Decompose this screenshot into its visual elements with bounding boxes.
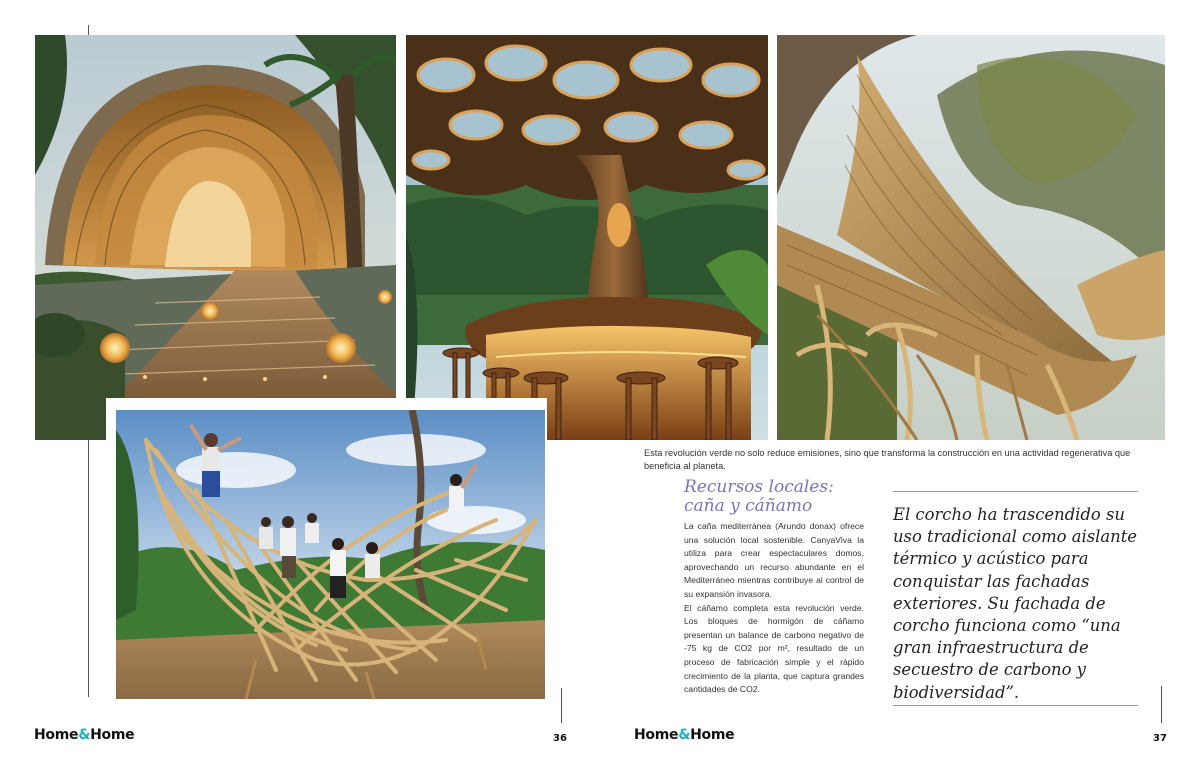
body-text-column [684,520,864,697]
brand-ampersand: & [78,727,91,743]
brand-word: Home [90,727,135,743]
bamboo-boat-sculpture-photo [106,398,547,711]
section-subhead: Recursos locales: caña y cáñamo [684,477,834,516]
body-paragraph: La caña mediterránea (Arundo donax) ofrece una solución local sostenible. CanyaViva la utiliza para crear espectaculares domos, aprovechando un recurso abundante en el Mediterráneo mientras contribuye al control de su expansión invasora. [684,521,864,599]
brand-word: Home [34,727,79,743]
brand-word: Home [690,727,735,743]
bamboo-roof-structure-photo [777,35,1165,440]
bamboo-dome-walkway-photo [35,35,396,440]
quote-top-rule [893,491,1138,492]
brand-ampersand: & [678,727,691,743]
tree-bar-canopy-photo [406,35,768,440]
right-footer-rule [1161,686,1162,723]
bamboo-boat-sculpture-image [116,410,545,699]
pull-quote: El corcho ha trascendido su uso tradicional como aislante térmico y acústico para conquistar las fachadas exteriores. Su fachada de corcho funciona como “una gran infraestructura de secuestro de carbono y biodiversidad”. [893,505,1137,702]
quote-bottom-rule [893,705,1138,706]
page-number-right: 37 [1153,733,1167,744]
brand-word: Home [634,727,679,743]
page-number-left: 36 [553,733,567,744]
brand-logo-left [34,727,134,743]
photo-caption: Esta revolución verde no solo reduce emisiones, sino que transforma la construcción en una actividad regenerativa que beneficia al planeta. [644,448,1131,471]
body-paragraph: El cáñamo completa esta revolución verde. Los bloques de hormigón de cáñamo presentan un balance de carbono negativo de -75 kg de CO2 por m², resultado de un proceso de fabricación simple y el rápido crecimiento de la planta, que captura grandes cantidades de CO2. [684,602,864,695]
left-footer-rule [561,688,562,723]
brand-logo-right [634,727,734,743]
